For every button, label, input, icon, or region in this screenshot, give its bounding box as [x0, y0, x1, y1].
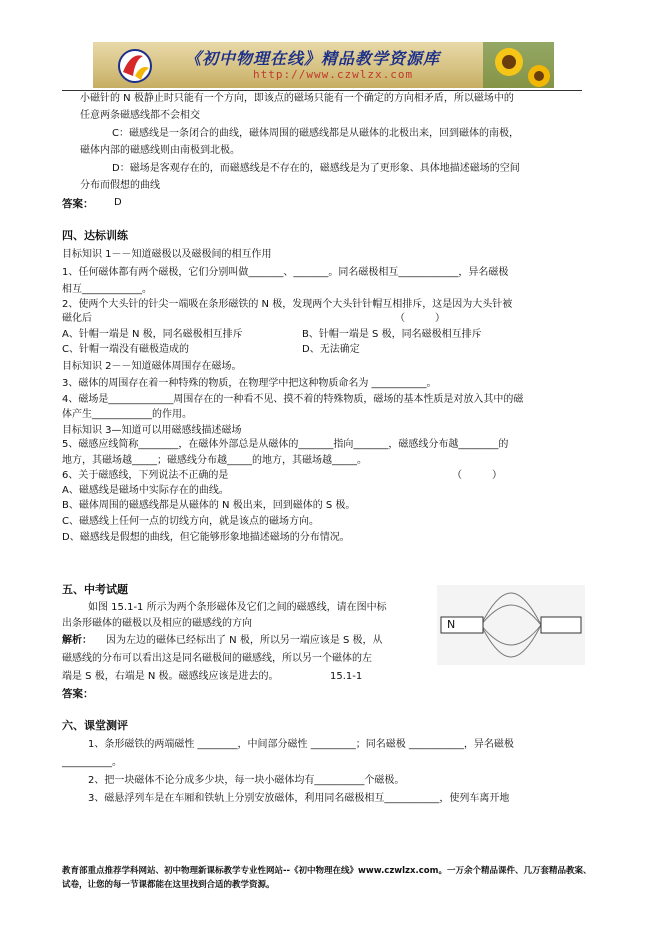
- prev-option-c-2: 磁体内部的磁感线则由南极到北极。: [80, 145, 240, 156]
- sec4-q6: 6、关于磁感线，下列说法不正确的是: [62, 470, 229, 481]
- logo-icon: [113, 46, 157, 86]
- prev-line-1: 小磁针的 N 极静止时只能有一个方向，即该点的磁场只能有一个确定的方向相矛盾，所以磁场中的: [80, 93, 514, 104]
- sec4-q1-line-2: 相互____________。: [62, 284, 152, 295]
- sec6-q2: 2、把一块磁体不论分成多少块，每一块小磁体均有__________个磁极。: [88, 775, 405, 786]
- prev-option-d-1: D：磁场是客观存在的，而磁感线是不存在的，磁感线是为了更形象、具体地描述磁场的空间: [112, 163, 520, 174]
- magnet-n-label: N: [447, 618, 456, 631]
- sec5-analysis-line-2: 磁感线的分布可以看出这是同名磁极间的磁感线，所以另一个磁体的左: [62, 653, 372, 664]
- section-4-title: 四、达标训练: [62, 229, 128, 242]
- sec5-answer-label: 答案：: [62, 688, 94, 700]
- sec4-q2-line-2: 磁化后: [62, 313, 92, 324]
- banner-url[interactable]: http://www.czwlzx.com: [253, 68, 414, 81]
- prev-answer-label: 答案：: [62, 198, 94, 210]
- prev-option-d-2: 分布而假想的曲线: [80, 180, 160, 191]
- sec4-q2-line-1: 2、使两个大头针的针尖一端吸在条形磁铁的 N 极，发现两个大头针针帽互相排斥，这是因为大头针被: [62, 299, 513, 310]
- sec5-analysis-label: 解析：: [62, 635, 92, 646]
- sec5-analysis-line-3: 端是 S 极，右端是 N 极。磁感线应该是进去的。: [62, 671, 279, 682]
- sec5-figure-label: 15.1-1: [330, 671, 363, 682]
- sec4-q2-option-a: A、针帽一端是 N 极，同名磁极相互排斥: [62, 329, 243, 340]
- sec4-q6-paren: （ ）: [452, 470, 502, 481]
- sec4-q4-line-2: 体产生____________的作用。: [62, 409, 192, 420]
- sec4-q6-option-c: C、磁感线上任何一点的切线方向，就是该点的磁场方向。: [62, 516, 319, 527]
- sec5-analysis-line-1: 因为左边的磁体已经标出了 N 极，所以另一端应该是 S 极，从: [106, 635, 383, 646]
- magnet-figure: [437, 585, 585, 665]
- sec6-q3: 3、磁悬浮列车是在车厢和铁轨上分别安放磁体，利用同名磁极相互___________，使列车离开地: [88, 793, 510, 804]
- sec4-q6-option-a: A、磁感线是磁场中实际存在的曲线。: [62, 485, 229, 496]
- section-6-title: 六、课堂测评: [62, 719, 128, 732]
- prev-option-c-1: C：磁感线是一条闭合的曲线，磁体周围的磁感线都是从磁体的北极出来，回到磁体的南极，: [112, 128, 519, 139]
- sec4-target-3: 目标知识 3—知道可以用磁感线描述磁场: [62, 425, 242, 436]
- sec6-q1-line-2: __________。: [62, 757, 122, 768]
- section-5-title: 五、中考试题: [62, 583, 128, 596]
- sec4-q2-option-d: D、无法确定: [302, 344, 360, 355]
- sunflower-icon: [483, 42, 554, 88]
- header-rule: [62, 90, 582, 91]
- sec4-q2-option-c: C、针帽一端没有磁极造成的: [62, 344, 189, 355]
- banner-title: 《初中物理在线》精品教学资源库: [185, 49, 441, 68]
- sec4-q2-paren: （ ）: [395, 313, 445, 324]
- sec5-problem-line-2: 出条形磁体的磁极以及相应的磁感线的方向: [62, 618, 252, 629]
- sec6-q1-line-1: 1、条形磁铁的两端磁性 ________，中间部分磁性 _________；同名磁极 ___________，异名磁极: [88, 739, 514, 750]
- sec4-target-1: 目标知识 1－－知道磁极以及磁极间的相互作用: [62, 249, 272, 260]
- sec4-q6-option-b: B、磁体周围的磁感线都是从磁体的 N 极出来，回到磁体的 S 极。: [62, 500, 356, 511]
- sec4-q2-option-b: B、针帽一端是 S 极，同名磁极相互排斥: [302, 329, 482, 340]
- sec4-q6-option-d: D、磁感线是假想的曲线，但它能够形象地描述磁场的分布情况。: [62, 532, 350, 543]
- sec4-q5-line-1: 5、磁感应线简称________，在磁体外部总是从磁体的_______指向_______，磁感线分布越________的: [62, 439, 509, 450]
- prev-answer-value: D: [114, 197, 122, 208]
- sec4-target-2: 目标知识 2－－知道磁体周围存在磁场。: [62, 361, 242, 372]
- sec5-problem-line-1: 如图 15.1-1 所示为两个条形磁体及它们之间的磁感线，请在图中标: [88, 602, 387, 613]
- page-footer: 教育部重点推荐学科网站、初中物理新课标教学专业性网站--《初中物理在线》www.czwlzx.com。一万余个精品课件、几万套精品教案、试卷，让您的每一节课都能在这里找到合适的教学资源。: [62, 866, 592, 890]
- header-banner: [93, 42, 554, 88]
- sec4-q5-line-2: 地方，其磁场越_____；磁感线分布越_____的地方，其磁场越_____。: [62, 455, 367, 466]
- sec4-q3: 3、磁体的周围存在着一种特殊的物质，在物理学中把这种物质命名为 ___________。: [62, 378, 437, 389]
- sec4-q1-line-1: 1、任何磁体都有两个磁极，它们分别叫做_______、_______。同名磁极相互____________，异名磁极: [62, 267, 509, 278]
- sec4-q4-line-1: 4、磁场是_____________周围存在的一种看不见、摸不着的特殊物质，磁场的基本性质是对放入其中的磁: [62, 394, 524, 405]
- magnetic-field-lines: [437, 585, 585, 665]
- prev-line-2: 任意两条磁感线都不会相交: [80, 110, 200, 121]
